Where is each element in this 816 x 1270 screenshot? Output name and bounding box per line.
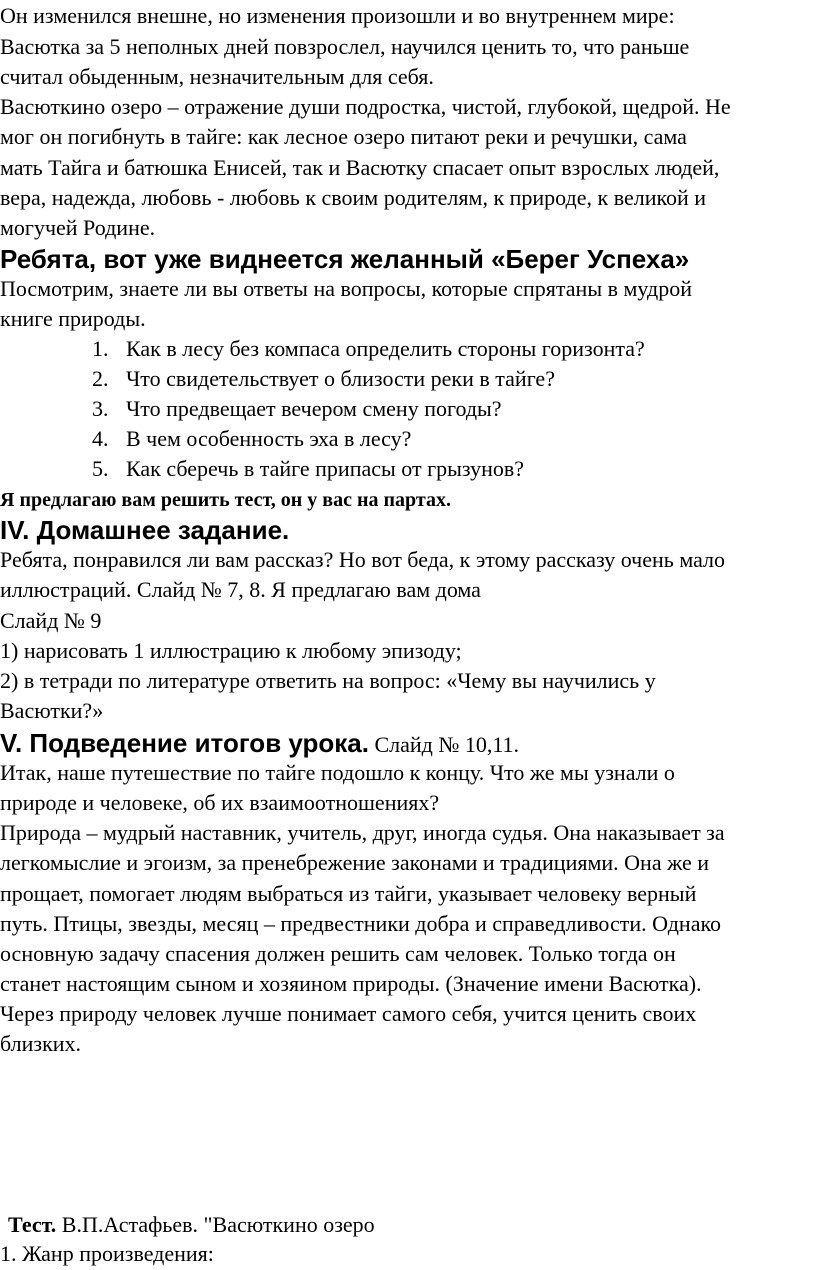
- questions-intro-line: книге природы.: [0, 306, 146, 331]
- list-number: 3.: [92, 396, 109, 421]
- intro-line: считал обыденным, незначительным для себя.: [0, 64, 434, 89]
- lake-line: мог он погибнуть в тайге: как лесное озеро питают реки и речушки, сама: [0, 124, 687, 149]
- test-title: [8, 1211, 375, 1239]
- test-title-label: Тест.: [8, 1212, 57, 1237]
- summary-line: станет настоящим сыном и хозяином природы. (Значение имени Васютка).: [0, 971, 702, 996]
- list-number: 4.: [92, 426, 109, 451]
- list-item: [92, 365, 555, 393]
- list-text: Что предвещает вечером смену погоды?: [126, 396, 502, 421]
- success-heading: Ребята, вот уже виднеется желанный «Берег Успеха»: [0, 244, 690, 274]
- test-question: 1. Жанр произведения:: [0, 1241, 214, 1266]
- homework-line: 1) нарисовать 1 иллюстрацию к любому эпизоду;: [0, 638, 462, 663]
- summary-line: прощает, помогает людям выбраться из тайги, указывает человеку верный: [0, 881, 697, 906]
- list-text: Как сберечь в тайге припасы от грызунов?: [126, 456, 525, 481]
- lake-line: могучей Родине.: [0, 215, 156, 240]
- homework-line: иллюстраций. Слайд № 7, 8. Я предлагаю вам дома: [0, 577, 481, 602]
- intro-line: Васютка за 5 неполных дней повзрослел, научился ценить то, что раньше: [0, 34, 690, 59]
- homework-line: 2) в тетради по литературе ответить на вопрос: «Чему вы научились у: [0, 668, 656, 693]
- summary-line: Итак, наше путешествие по тайге подошло к концу. Что же мы узнали о: [0, 760, 675, 785]
- list-text: Что свидетельствует о близости реки в тайге?: [126, 366, 555, 391]
- homework-heading: IV. Домашнее задание.: [0, 515, 290, 545]
- summary-line: природе и человеке, об их взаимоотношениях?: [0, 790, 440, 815]
- list-item: [92, 425, 411, 453]
- lake-line: мать Тайга и батюшка Енисей, так и Васютку спасает опыт взрослых людей,: [0, 155, 720, 180]
- list-number: 2.: [92, 366, 109, 391]
- summary-line: Через природу человек лучше понимает самого себя, учится ценить своих: [0, 1001, 697, 1026]
- summary-heading: [0, 727, 519, 761]
- list-number: 1.: [92, 336, 109, 361]
- summary-line: основную задачу спасения должен решить сам человек. Только тогда он: [0, 941, 676, 966]
- summary-heading-slide: Слайд № 10,11.: [368, 732, 520, 757]
- list-text: В чем особенность эха в лесу?: [126, 426, 412, 451]
- test-offer: Я предлагаю вам решить тест, он у вас на партах.: [0, 489, 451, 511]
- list-item: [92, 455, 524, 483]
- lake-line: Васюткино озеро – отражение души подростка, чистой, глубокой, щедрой. Не: [0, 94, 731, 119]
- summary-line: Природа – мудрый наставник, учитель, друг, иногда судья. Она наказывает за: [0, 820, 725, 845]
- test-title-text: В.П.Астафьев. "Васюткино озеро: [56, 1212, 375, 1237]
- intro-line: Он изменился внешне, но изменения произошли и во внутреннем мире:: [0, 3, 675, 28]
- lake-line: вера, надежда, любовь - любовь к своим родителям, к природе, к великой и: [0, 185, 707, 210]
- homework-line: Ребята, понравился ли вам рассказ? Но вот беда, к этому рассказу очень мало: [0, 547, 726, 572]
- list-item: [92, 335, 645, 363]
- homework-line: Слайд № 9: [0, 608, 102, 633]
- summary-line: легкомыслие и эгоизм, за пренебрежение законами и традициями. Она же и: [0, 850, 710, 875]
- questions-intro-line: Посмотрим, знаете ли вы ответы на вопросы, которые спрятаны в мудрой: [0, 276, 692, 301]
- list-number: 5.: [92, 456, 109, 481]
- list-item: [92, 395, 502, 423]
- list-text: Как в лесу без компаса определить стороны горизонта?: [126, 336, 645, 361]
- homework-line: Васютки?»: [0, 698, 104, 723]
- summary-line: близких.: [0, 1031, 82, 1056]
- summary-line: путь. Птицы, звезды, месяц – предвестники добра и справедливости. Однако: [0, 911, 722, 936]
- summary-heading-title: V. Подведение итогов урока.: [0, 728, 369, 758]
